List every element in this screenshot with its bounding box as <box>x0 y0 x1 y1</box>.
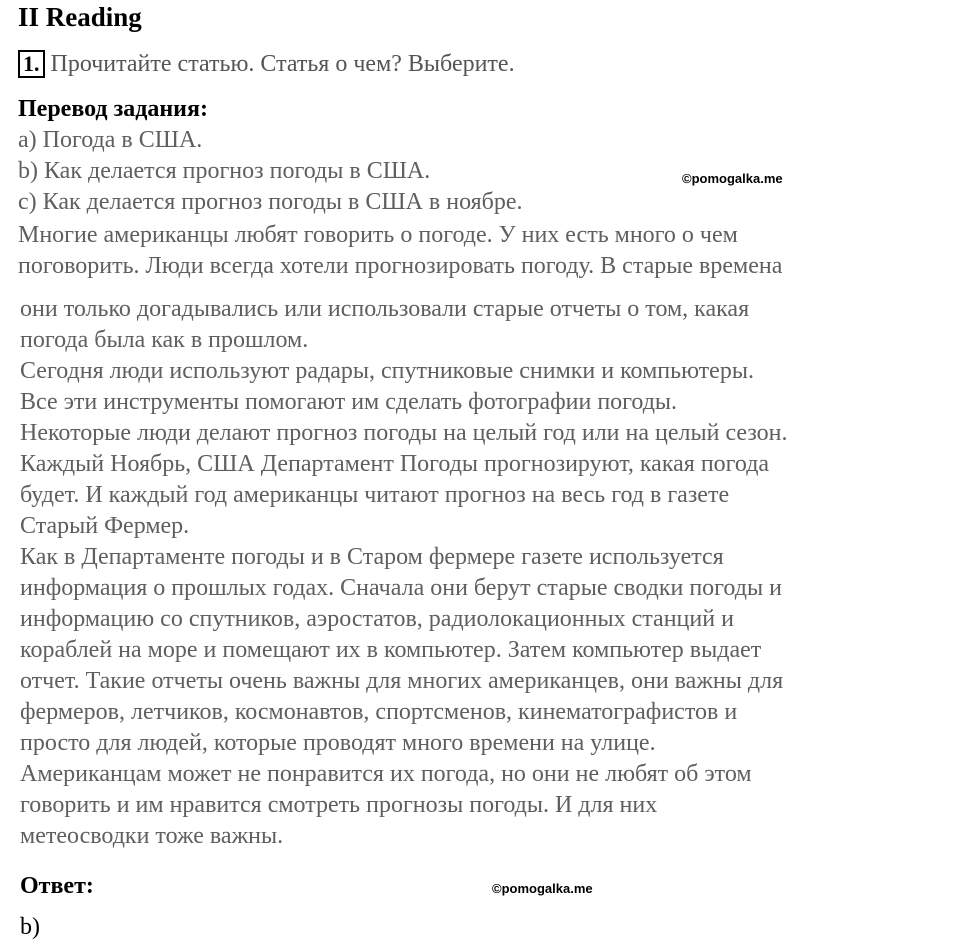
text-line: кораблей на море и помещают их в компьютер. Затем компьютер выдает <box>20 637 762 663</box>
text-line: будет. И каждый год американцы читают прогноз на весь год в газете <box>20 482 730 508</box>
text-line: фермеров, летчиков, космонавтов, спортсменов, кинематографистов и <box>20 699 738 725</box>
text-line: Старый Фермер. <box>20 513 190 539</box>
text-line: Многие американцы любят говорить о погоде. У них есть много о чем <box>18 222 738 248</box>
text-line: Как в Департаменте погоды и в Старом фермере газете используется <box>20 544 724 570</box>
text-line: Все эти инструменты помогают им сделать фотографии погоды. <box>20 389 678 415</box>
task-instruction-row <box>18 50 515 78</box>
answer-value: b) <box>20 914 40 940</box>
answer-heading: Ответ: <box>20 873 94 899</box>
watermark-bottom: ©pomogalka.me <box>492 881 593 896</box>
text-line: они только догадывались или использовали старые отчеты о том, какая <box>20 296 750 322</box>
text-line: просто для людей, которые проводят много времени на улице. <box>20 730 656 756</box>
option-b: b) Как делается прогноз погоды в США. <box>18 158 431 184</box>
task-number-badge: 1. <box>18 50 45 78</box>
text-line: Некоторые люди делают прогноз погоды на целый год или на целый сезон. <box>20 420 788 446</box>
text-line: Сегодня люди используют радары, спутниковые снимки и компьютеры. <box>20 358 754 384</box>
text-block-1 <box>18 220 782 282</box>
text-line: Каждый Ноябрь, США Департамент Погоды прогнозируют, какая погода <box>20 451 770 477</box>
text-block-2 <box>20 294 788 852</box>
watermark-top: ©pomogalka.me <box>682 171 783 186</box>
text-line: отчет. Такие отчеты очень важны для многих американцев, они важны для <box>20 668 784 694</box>
translation-heading: Перевод задания: <box>18 96 208 122</box>
section-title: II Reading <box>18 2 142 32</box>
option-a: a) Погода в США. <box>18 127 203 153</box>
task-instruction: Прочитайте статью. Статья о чем? Выберите. <box>50 50 515 77</box>
option-c: c) Как делается прогноз погоды в США в ноябре. <box>18 189 523 215</box>
text-line: метеосводки тоже важны. <box>20 823 284 849</box>
text-line: информация о прошлых годах. Сначала они берут старые сводки погоды и <box>20 575 782 601</box>
text-line: говорить и им нравится смотреть прогнозы погоды. И для них <box>20 792 658 818</box>
text-line: информацию со спутников, аэростатов, радиолокационных станций и <box>20 606 734 632</box>
text-line: Американцам может не понравится их погода, но они не любят об этом <box>20 761 752 787</box>
text-line: погода была как в прошлом. <box>20 327 309 353</box>
text-line: поговорить. Люди всегда хотели прогнозировать погоду. В старые времена <box>18 253 783 279</box>
